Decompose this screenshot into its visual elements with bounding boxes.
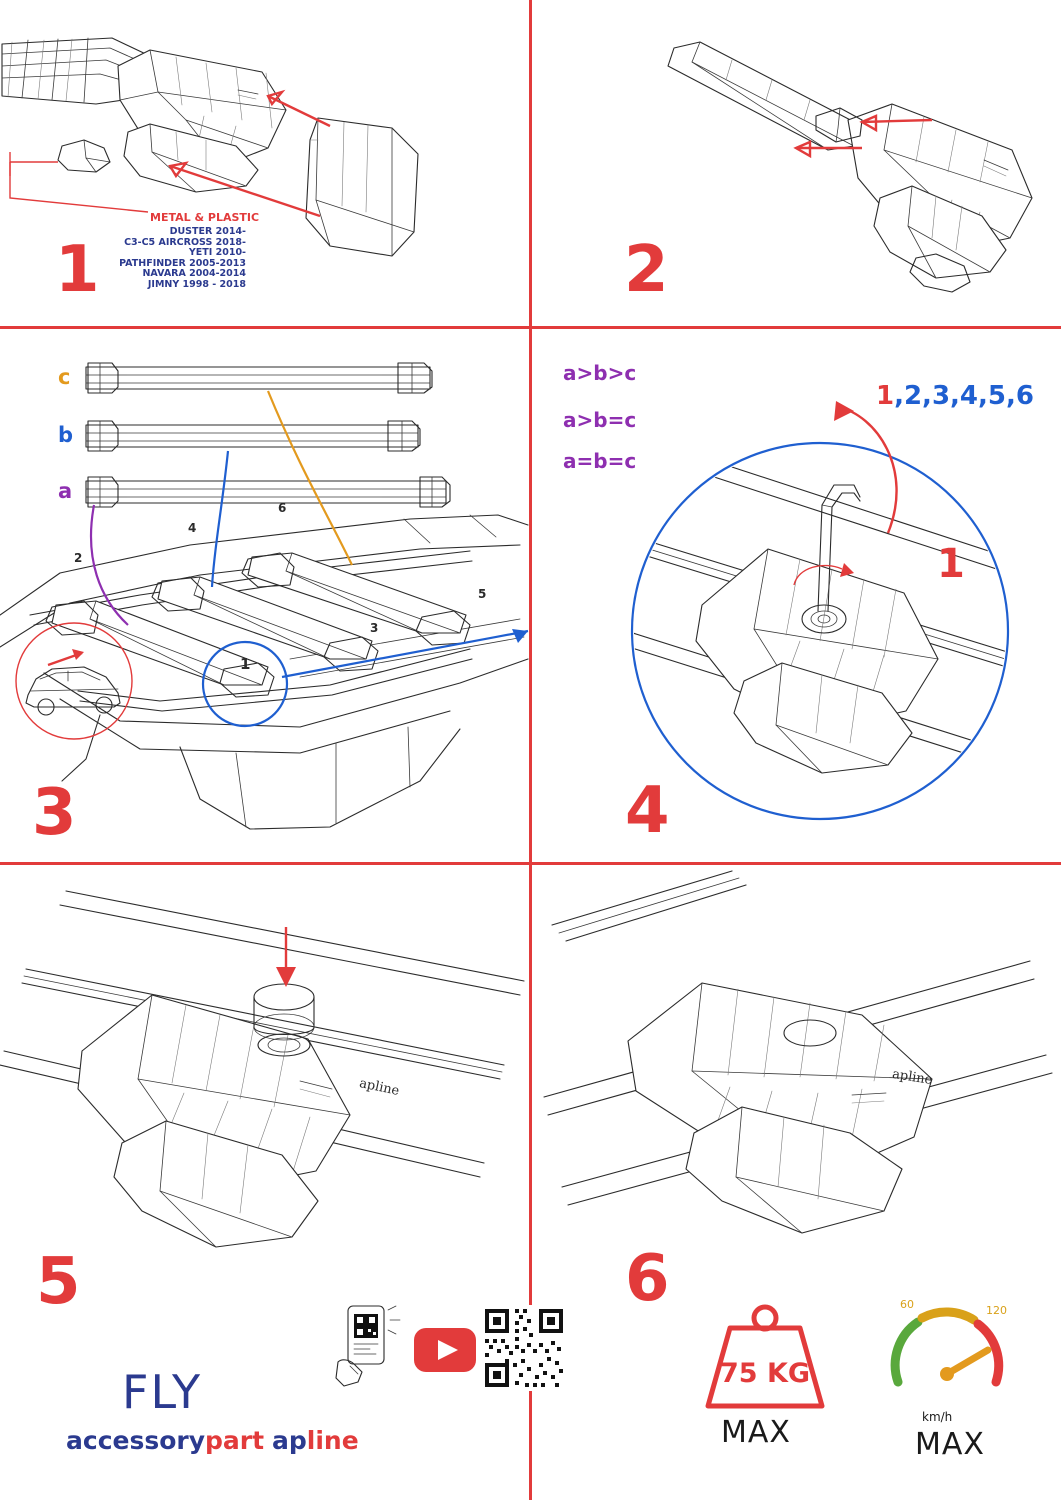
- max-weight-icon: [700, 1300, 830, 1412]
- bar-label-c: c: [58, 365, 71, 389]
- speed-max-label: MAX: [915, 1427, 985, 1462]
- step-number-2: 2: [624, 233, 669, 307]
- brand-ap: ap: [272, 1426, 307, 1455]
- panel-step-4: [532, 329, 1061, 862]
- vehicle-item-1: C3-C5 AIRCROSS 2018-: [124, 236, 246, 248]
- marker-3: 3: [370, 621, 379, 635]
- panel-step-5: [0, 865, 529, 1500]
- brand-accessory: accessory: [66, 1426, 206, 1455]
- brand-accessorypart: [66, 1426, 264, 1455]
- panel-step-1: [0, 0, 529, 326]
- equation-a-b-c-2: a=b=c: [563, 449, 637, 473]
- apline-logo-step6: apline: [891, 1066, 934, 1089]
- gauge-max-text: 120: [986, 1304, 1007, 1317]
- step4-bubble-label: 1: [937, 541, 965, 587]
- weight-value-text: 75 KG: [719, 1358, 811, 1389]
- step4-sequence: [876, 381, 1034, 411]
- step-number-6: 6: [625, 1242, 670, 1316]
- brand-fly: FLY: [122, 1365, 203, 1419]
- brand-apline: [272, 1426, 359, 1455]
- panel-step-2: [532, 0, 1061, 326]
- equation-a-b-c-0: a>b>c: [563, 361, 637, 385]
- marker-6: 6: [278, 501, 287, 515]
- step-number-4: 4: [625, 774, 670, 848]
- marker-2: 2: [74, 551, 83, 565]
- brand-line-suffix: line: [306, 1426, 359, 1455]
- step-number-3: 3: [32, 776, 77, 850]
- vehicle-item-0: DUSTER 2014-: [169, 226, 246, 237]
- sequence-rest: ,2,3,4,5,6: [894, 381, 1034, 411]
- brand-part: part: [205, 1426, 265, 1455]
- gauge-min-text: 60: [900, 1298, 914, 1311]
- vehicle-item-5: JIMNY 1998 - 2018: [147, 278, 246, 290]
- step-number-5: 5: [36, 1245, 81, 1319]
- marker-1: 1: [240, 655, 251, 673]
- marker-5: 5: [478, 587, 487, 601]
- weight-max-label: MAX: [721, 1415, 791, 1450]
- panel-step-6: [532, 865, 1061, 1500]
- apline-logo-step5: apline: [357, 1075, 401, 1100]
- step2-illustration: [532, 0, 1061, 326]
- phone-scan-qr-icon: [330, 1302, 402, 1392]
- vehicle-item-3: PATHFINDER 2005-2013: [119, 257, 246, 269]
- speed-unit-label: km/h: [922, 1410, 953, 1424]
- panel-step-3: [0, 329, 529, 862]
- youtube-play-icon[interactable]: [414, 1328, 476, 1372]
- step3-illustration: [0, 329, 529, 862]
- step-number-1: 1: [55, 233, 100, 307]
- marker-4: 4: [188, 521, 197, 535]
- vehicle-item-4: NAVARA 2004-2014: [142, 268, 246, 279]
- sequence-first: 1: [876, 381, 895, 411]
- metal-plastic-label: METAL & PLASTIC: [150, 211, 260, 224]
- bar-label-a: a: [58, 479, 73, 503]
- equation-a-b-c-1: a>b=c: [563, 408, 637, 432]
- vehicle-item-2: YETI 2010-: [188, 247, 246, 258]
- bar-label-b: b: [58, 423, 74, 447]
- max-speed-icon: [882, 1290, 1012, 1410]
- step5-illustration: [0, 865, 529, 1500]
